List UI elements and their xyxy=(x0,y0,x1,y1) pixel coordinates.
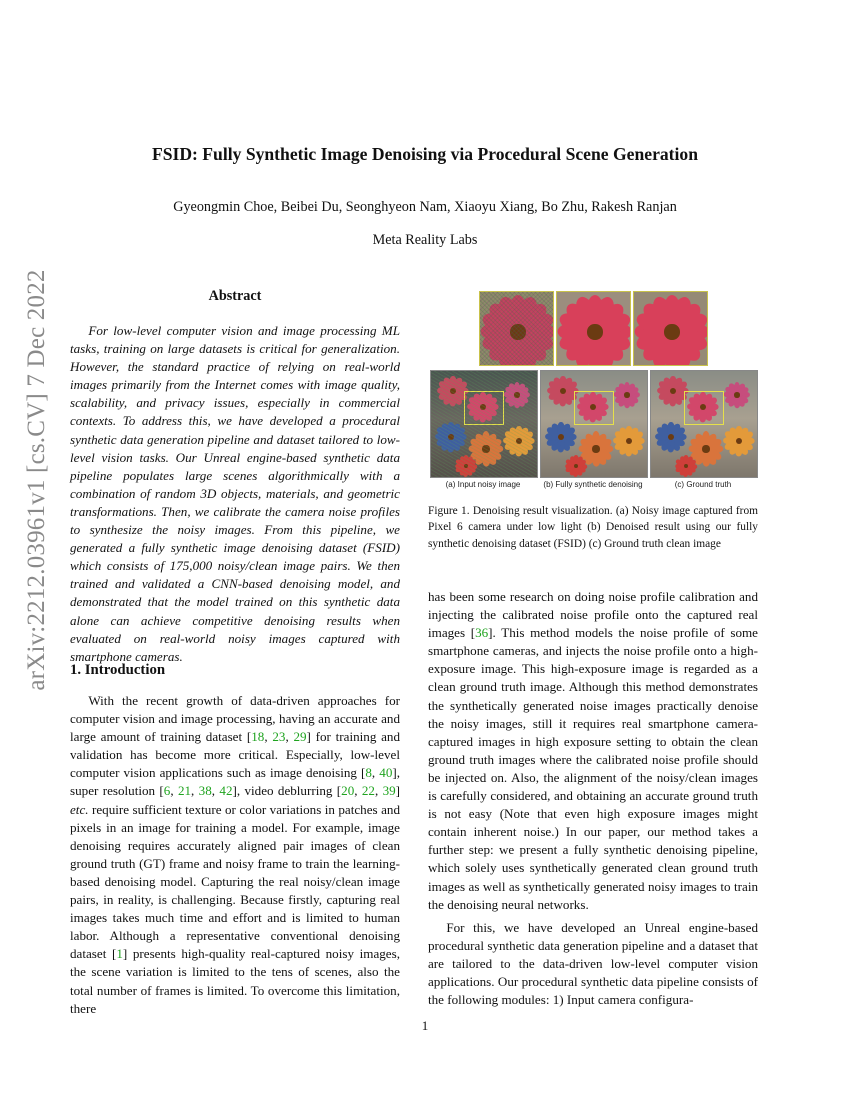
figure-caption: Figure 1. Denoising result visualization. (a) Noisy image captured from Pixel 6 camera under low light (b) Denoised result using our fully synthetic denoising dataset (FSID) (c) Ground truth clean image xyxy=(428,505,758,550)
affiliation: Meta Reality Labs xyxy=(372,232,478,248)
zoom-region-box xyxy=(574,391,614,425)
citation-link[interactable]: 22 xyxy=(361,783,375,799)
full-noisy-image xyxy=(430,370,538,478)
citation-link[interactable]: 29 xyxy=(293,729,307,745)
citation-link[interactable]: 8 xyxy=(365,765,372,781)
author-list: Gyeongmin Choe, Beibei Du, Seonghyeon Nam, Xiaoyu Xiang, Bo Zhu, Rakesh Ranjan xyxy=(173,199,677,215)
full-denoised-image xyxy=(540,370,648,478)
introduction-body xyxy=(70,692,400,1018)
abstract-heading: Abstract xyxy=(208,288,262,304)
citation-link[interactable]: 21 xyxy=(177,783,192,799)
subcaption-c: (c) Ground truth xyxy=(674,480,732,489)
crop-noisy-image xyxy=(479,291,554,366)
flower-center xyxy=(664,324,679,339)
crop-denoised-image xyxy=(556,291,631,366)
noise-overlay xyxy=(431,371,537,477)
citation-link[interactable]: 38 xyxy=(198,783,212,799)
citation-link[interactable]: 18 xyxy=(251,729,265,745)
flower-center xyxy=(587,324,602,339)
arxiv-id-text: arXiv:2212.03961v1 [cs.CV] 7 Dec 2022 xyxy=(23,269,50,691)
flower-closeup xyxy=(634,292,707,365)
abstract-text: For low-level computer vision and image processing ML tasks, training on large datasets is critical for generalization. However, the standard practice of relying on real-world images primarily from the Internet comes with image quality, scalability, and privacy issues, especially in commercial contexts. To address this, we have developed a procedural synthetic data generation pipeline and dataset tailored to low-level vision tasks. Our Unreal engine-based synthetic data pipeline populates large scenes algorithmically with a combination of random 3D objects, materials, and geometric transformations. Then, we calibrate the camera noise profiles to synthesize the noisy images. From this pipeline, we generated a fully synthetic image denoising dataset (FSID) which consists of 175,000 noisy/clean image pairs. We then trained and validated a CNN-based denoising model, and demonstrated that the model trained on this synthetic data alone can achieve competitive denoising results when evaluated on real-world noisy images captured with smartphone cameras. xyxy=(70,323,400,664)
subcaption-a: (a) Input noisy image xyxy=(445,480,521,489)
citation-link[interactable]: 36 xyxy=(475,625,489,641)
citation-link[interactable]: 6 xyxy=(163,783,171,799)
citation-link[interactable]: 1 xyxy=(116,946,123,962)
citation-link[interactable]: 39 xyxy=(382,783,396,799)
subcaption-b: (b) Fully synthetic denoising xyxy=(543,480,643,489)
zoom-region-box xyxy=(684,391,724,425)
full-ground-truth-image xyxy=(650,370,758,478)
crop-ground-truth-image xyxy=(633,291,708,366)
abstract-body xyxy=(70,322,400,666)
intro-paragraph: With the recent growth of data-driven approaches for computer vision and image processing, having an accurate and large amount of training dataset [18, 23, 29] for training and validation has become more critical. Especially, low-level computer vision applications such as image denoising [8, 40], super resolution [6, 21, 38, 42], video deblurring [20, 22, 39] etc. require sufficient texture or color variations in patches and pixels in an image for training a model. For example, image denoising requires accurately aligned pair images of clean ground truth (GT) frame and noisy frame to train the learning-based denoising model. Capturing the real noisy/clean image pairs, in reality, is challenging. Because firstly, capturing real images takes much time and effort and is limited to human labor. Although a representative conventional denoising dataset [1] presents high-quality real-captured noisy images, the scene variation is limited to the tens of scenes, also the total number of frames is limited. To overcome this limitation, there xyxy=(70,693,401,1016)
citation-link[interactable]: 20 xyxy=(341,783,355,799)
paper-title: FSID: Fully Synthetic Image Denoising via Procedural Scene Generation xyxy=(151,144,699,164)
citation-link[interactable]: 40 xyxy=(379,765,393,781)
right-paragraph-1: has been some research on doing noise profile calibration and injecting the calibrated noise profile onto the captured real images [36]. This method models the noise profile of some smartphone cameras, and injects the noise profile onto a high-exposure image. This high-exposure image is regarded as a clean ground truth image. Although this method demonstrates the synthetically generated noise images practically denoise the noisy images, still it requires real smartphone camera-captured images in high exposure setting to obtain the clean ground truth images where the calibrated noise profile should be injected on. Also, the alignment of the noisy/clean images is carefully considered, and obtaining an accurate ground truth is not easy (Note that even high exposure images might contain inherent noise.) In our paper, our method takes a further step: we present a fully synthetic denoising pipeline, which solely uses synthetically generated clean ground truth images as well as synthetically generated noisy images to train the denoising neural networks. xyxy=(428,589,758,912)
flower-closeup xyxy=(557,292,630,365)
arxiv-identifier xyxy=(22,269,52,691)
noise-overlay xyxy=(480,292,553,365)
right-column-body xyxy=(428,588,758,1009)
citation-link[interactable]: 23 xyxy=(272,729,286,745)
page-number: 1 xyxy=(421,1018,429,1033)
citation-link[interactable]: 42 xyxy=(219,783,233,799)
right-paragraph-2: For this, we have developed an Unreal engine-based procedural synthetic data generation pipeline and a dataset that are tailored to the data-driven low-level computer vision applications. Our procedural synthetic data pipeline consists of the following modules: 1) Input camera configura- xyxy=(428,919,758,1008)
section-heading-introduction: 1. Introduction xyxy=(70,662,166,678)
